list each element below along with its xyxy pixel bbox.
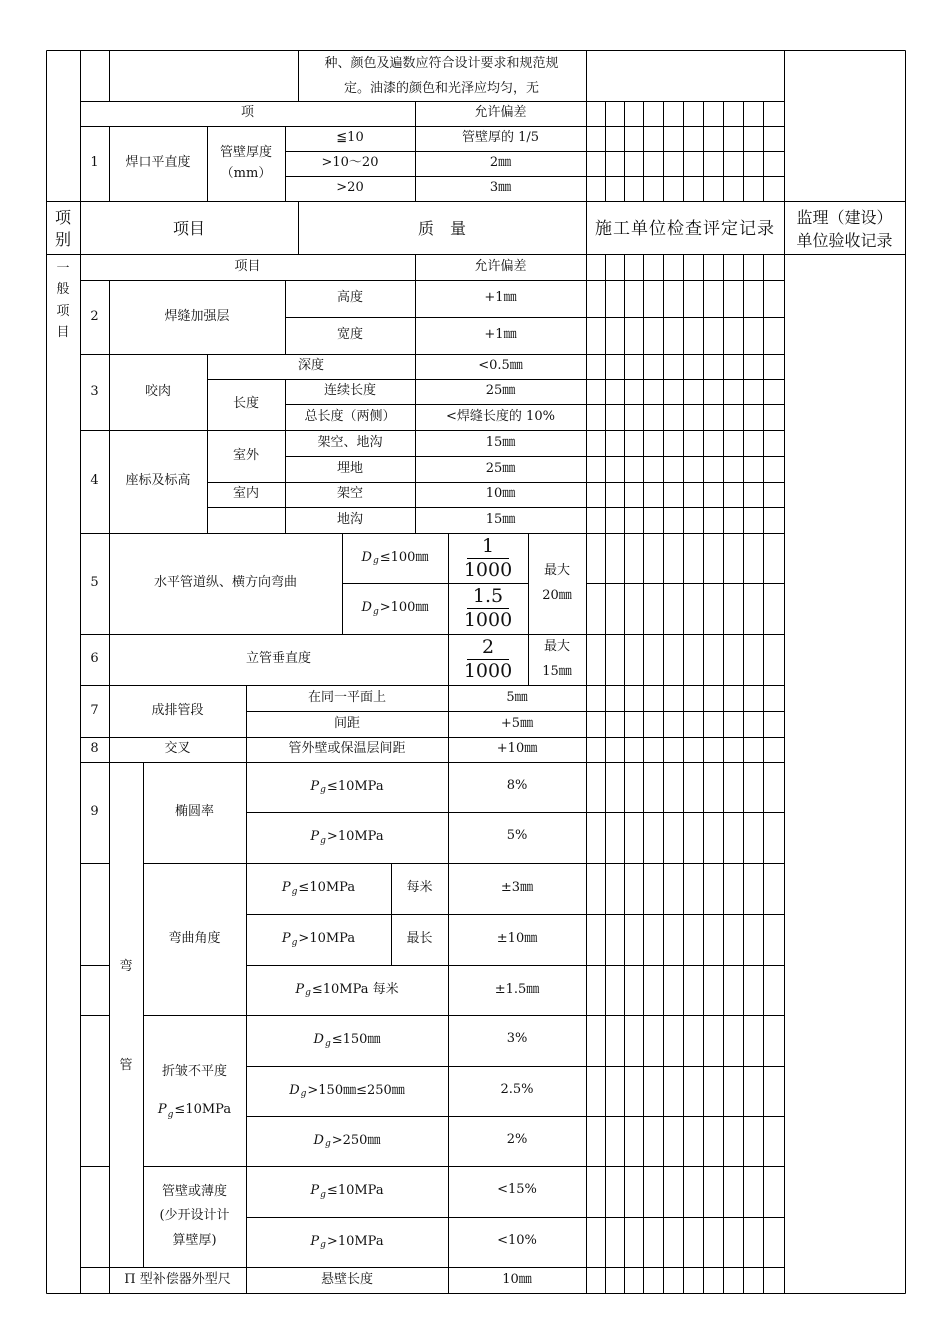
bend-angle-label: 弯曲角度 [168, 930, 221, 946]
wrinkle-cond-3 [246, 1116, 448, 1166]
row-5-name: 水平管道纵、横方向弯曲 [153, 575, 297, 591]
row-5-fraction-1-numerator: 1 [481, 534, 495, 557]
wall-thinning-label [143, 1166, 246, 1267]
row-5-fraction-2 [448, 583, 528, 634]
row-3-depth: 深度 [297, 358, 324, 374]
row-2-name: 焊缝加强层 [164, 308, 230, 324]
wall-thinning-cond-1-subscript: g [320, 1189, 326, 1200]
row-5-cond-1-symbol: D [361, 549, 372, 565]
category-char-4: 目 [56, 325, 70, 341]
wrinkle-value-3: 2% [506, 1132, 528, 1147]
header-category-line-2: 别 [54, 230, 71, 249]
row-6-fraction [448, 634, 528, 685]
row-8-name: 交叉 [164, 741, 191, 757]
row-1-cond-3: >20 [336, 180, 364, 196]
compensator-desc: 悬壁长度 [320, 1271, 373, 1287]
row-1-val-3: 3㎜ [489, 180, 512, 196]
bend-angle-value-1: ±3㎜ [500, 880, 534, 896]
ovality-cond-1-subscript: g [320, 785, 326, 796]
wall-thinning-cond-2 [246, 1217, 448, 1267]
row-5-max [528, 533, 586, 634]
row-5-cond-2-subscript: g [372, 606, 379, 617]
row-4-overhead-trench: 架空、地沟 [317, 434, 383, 450]
wall-thinning-line-2: (少开设计计 [159, 1208, 230, 1224]
bend-angle-cond-2 [246, 914, 391, 965]
bend-angle-cond-3-subscript: g [305, 988, 311, 999]
row-8-desc: 管外壁或保温层间距 [288, 741, 406, 757]
row-9-number: 9 [90, 804, 99, 820]
row-5-cond-2 [342, 583, 448, 634]
ovality-cond-1 [246, 762, 448, 812]
wrinkle-cond-1-rest: ≤150㎜ [331, 1032, 381, 1048]
bend-angle-cond-2-symbol: P [281, 931, 291, 947]
wall-thinning-cond-2-symbol: P [310, 1233, 320, 1249]
row-4-overhead-trench-value: 15㎜ [485, 434, 516, 450]
row-4-trench: 地沟 [336, 511, 363, 527]
row-6-number: 6 [90, 651, 99, 667]
row-6-max [528, 634, 586, 685]
row-6-name: 立管垂直度 [245, 651, 311, 667]
row-5-fraction-2-numerator: 1.5 [472, 585, 504, 608]
wrinkle-cond-1-symbol: D [313, 1032, 324, 1048]
row-1-wall-thickness [207, 126, 285, 201]
header-supervision-record [784, 204, 905, 254]
bend-angle-value-3: ±1.5㎜ [494, 981, 540, 997]
row-3-continuous-value: 25㎜ [485, 383, 516, 399]
row-2-width: 宽度 [336, 327, 363, 343]
row-2-width-value: +1㎜ [484, 327, 517, 343]
header-category-line-1: 项 [54, 208, 71, 228]
header-construction-record: 施工单位检查评定记录 [595, 218, 775, 239]
row-5-cond-2-symbol: D [361, 600, 372, 616]
row-4-indoor: 室内 [232, 486, 259, 502]
wrinkle-label-line-1: 折皱不平度 [161, 1063, 227, 1079]
row-4-number: 4 [90, 473, 99, 489]
wrinkle-cond-2-rest: >150㎜≤250㎜ [307, 1082, 405, 1098]
wrinkle-cond-3-symbol: D [313, 1132, 324, 1148]
bend-angle-cond-1-symbol: P [281, 880, 291, 896]
ovality-cond-2-subscript: g [320, 835, 326, 846]
row-1-cond-1: ≦10 [336, 130, 364, 146]
bend-angle-cond-1 [246, 863, 391, 914]
ovality-cond-1-rest: ≤10MPa [326, 778, 384, 794]
wrinkle-cond-2 [246, 1066, 448, 1116]
row-4-buried-value: 25㎜ [485, 460, 516, 476]
wall-thinning-cond-2-rest: >10MPa [326, 1233, 384, 1249]
general-allow-header: 允许偏差 [474, 258, 527, 274]
row-3-depth-value: <0.5㎜ [478, 358, 523, 374]
row-1-wall-thickness-line-2: （mm） [220, 165, 272, 181]
bend-pipe-char-1: 弯 [119, 958, 133, 974]
wall-thinning-cond-1-rest: ≤10MPa [326, 1183, 384, 1199]
top-allow-header: 允许偏差 [474, 105, 527, 121]
wall-thinning-line-3: 算壁厚) [172, 1232, 217, 1248]
row-4-overhead: 架空 [336, 486, 363, 502]
compensator-value: 10㎜ [502, 1271, 532, 1287]
wrinkle-label-symbol: P [157, 1101, 167, 1117]
wrinkle-cond-2-symbol: D [289, 1082, 300, 1098]
row-7-same-plane: 在同一平面上 [307, 689, 386, 705]
row-5-number: 5 [90, 575, 99, 591]
general-item-header: 项目 [234, 258, 261, 274]
wrinkle-cond-2-subscript: g [300, 1089, 307, 1100]
row-6-fraction-denominator: 1000 [463, 660, 513, 682]
row-5-max-line-1: 最大 [543, 562, 570, 578]
row-5-fraction-1 [448, 533, 528, 583]
ovality-cond-1-symbol: P [310, 778, 320, 794]
row-1-val-2: 2㎜ [489, 155, 512, 171]
row-4-trench-value: 15㎜ [485, 511, 516, 527]
row-3-total: 总长度（两侧） [304, 408, 396, 424]
bend-angle-cond-2-subscript: g [291, 937, 298, 948]
compensator-name: Π 型补偿器外型尺 [124, 1271, 231, 1287]
category-char-3: 项 [56, 303, 70, 319]
wall-thinning-value-2: <10% [497, 1233, 537, 1248]
row-8-value: +10㎜ [496, 741, 538, 757]
wrinkle-cond-3-rest: >250㎜ [331, 1132, 381, 1148]
wrinkle-label-line-2 [158, 1091, 231, 1129]
row-2-number: 2 [90, 308, 99, 324]
general-items-category [46, 258, 80, 354]
top-item-header: 项 [240, 105, 254, 121]
row-8-number: 8 [90, 741, 99, 757]
row-4-overhead-value: 10㎜ [485, 486, 516, 502]
bend-angle-cond-2-rest: >10MPa [298, 931, 356, 947]
row-6-max-line-1: 最大 [543, 638, 570, 654]
wall-thinning-cond-1 [246, 1166, 448, 1217]
bend-pipe-char-2: 管 [119, 1057, 133, 1073]
row-7-number: 7 [90, 702, 99, 718]
wall-thinning-line-1: 管壁或薄度 [161, 1184, 227, 1200]
row-7-spacing: 间距 [333, 715, 360, 731]
ovality-cond-2-symbol: P [310, 829, 320, 845]
paint-requirement-text-1: 种、颜色及遍数应符合设计要求和规范规 [324, 56, 559, 72]
wrinkle-label [143, 1015, 246, 1166]
row-6-max-line-2: 15㎜ [542, 663, 572, 679]
row-2-height-value: +1㎜ [484, 290, 517, 306]
bend-angle-unit-1: 每米 [406, 880, 433, 896]
row-4-outdoor: 室外 [232, 447, 259, 463]
row-1-number: 1 [90, 155, 99, 171]
wrinkle-value-1: 3% [506, 1031, 528, 1046]
row-5-cond-1-rest: ≤100㎜ [379, 549, 429, 565]
row-7-name: 成排管段 [151, 702, 204, 718]
wrinkle-cond-3-subscript: g [324, 1139, 331, 1150]
header-item: 项目 [172, 218, 205, 238]
wrinkle-cond-1 [246, 1015, 448, 1066]
wall-thinning-value-1: <15% [497, 1182, 537, 1197]
row-5-cond-2-rest: >100㎜ [379, 600, 429, 616]
row-3-name: 咬肉 [144, 383, 171, 399]
row-4-name: 座标及标高 [125, 473, 191, 489]
header-quality: 质 量 [417, 218, 466, 238]
row-1-name: 焊口平直度 [125, 155, 191, 171]
ovality-cond-2 [246, 812, 448, 863]
category-char-1: 一 [56, 261, 70, 276]
wall-thinning-cond-2-subscript: g [320, 1240, 326, 1251]
bend-angle-value-2: ±10㎜ [496, 931, 538, 947]
paint-requirement-text-2: 定。油漆的颜色和光泽应均匀，无 [343, 80, 539, 96]
row-5-cond-1-subscript: g [372, 556, 379, 567]
row-2-height: 高度 [336, 290, 363, 306]
bend-angle-cond-3-symbol: P [295, 981, 305, 997]
row-3-number: 3 [90, 383, 99, 399]
bend-angle-cond-1-subscript: g [291, 886, 298, 897]
row-3-continuous: 连续长度 [323, 383, 376, 399]
row-7-same-plane-value: 5㎜ [506, 689, 528, 705]
ovality-value-2: 5% [506, 828, 528, 843]
bend-angle-cond-1-rest: ≤10MPa [298, 880, 356, 896]
header-supervision-line-1: 监理（建设） [796, 207, 893, 227]
row-3-total-value: <焊缝长度的 10% [446, 408, 555, 424]
header-supervision-line-2: 单位验收记录 [796, 231, 893, 250]
row-1-val-1: 管壁厚的 1/5 [461, 130, 540, 146]
row-7-spacing-value: +5㎜ [500, 715, 534, 731]
row-5-fraction-1-denominator: 1000 [463, 558, 513, 581]
row-5-fraction-2-denominator: 1000 [463, 609, 513, 631]
row-1-wall-thickness-line-1: 管壁厚度 [219, 145, 272, 161]
ovality-label: 椭圆率 [174, 804, 214, 820]
row-5-cond-1 [342, 533, 448, 583]
bend-angle-cond-3-rest: ≤10MPa 每米 [311, 981, 399, 997]
row-6-fraction-numerator: 2 [481, 636, 495, 659]
row-4-buried: 埋地 [336, 460, 363, 476]
row-3-length: 长度 [232, 396, 259, 412]
category-char-2: 般 [56, 282, 70, 298]
wrinkle-label-subscript: g [167, 1109, 174, 1120]
ovality-value-1: 8% [506, 778, 528, 793]
ovality-cond-2-rest: >10MPa [326, 829, 384, 845]
wrinkle-cond-1-subscript: g [324, 1038, 331, 1049]
bend-angle-cond-3 [246, 965, 448, 1015]
wrinkle-value-2: 2.5% [500, 1082, 534, 1097]
wall-thinning-cond-1-symbol: P [310, 1183, 320, 1199]
bend-angle-unit-2: 最长 [406, 931, 433, 947]
wrinkle-label-rest: ≤10MPa [174, 1101, 232, 1117]
row-5-max-line-2: 20㎜ [542, 587, 572, 603]
row-1-cond-2: >10～20 [321, 155, 379, 171]
header-category [46, 204, 80, 254]
